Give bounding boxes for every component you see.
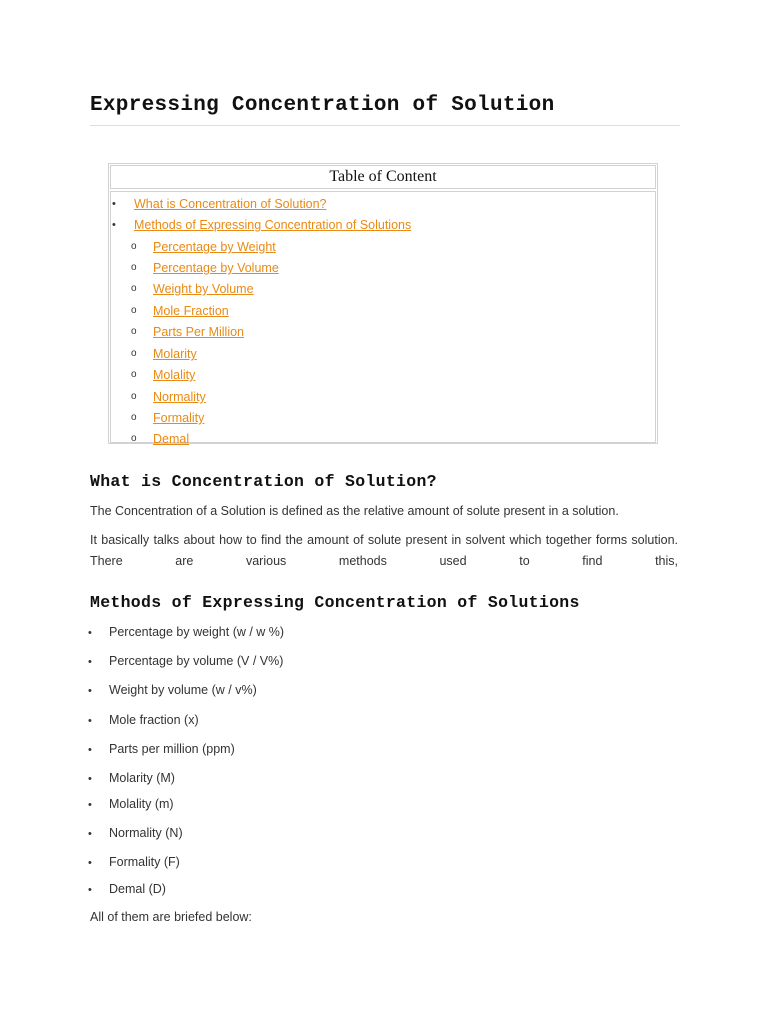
section-heading-methods: Methods of Expressing Concentration of Solutions bbox=[90, 593, 580, 612]
circle-bullet-icon: o bbox=[131, 412, 137, 423]
bullet-icon: • bbox=[88, 773, 92, 785]
table-of-contents bbox=[108, 163, 658, 444]
circle-bullet-icon: o bbox=[131, 391, 137, 402]
toc-link-mole-fraction[interactable]: Mole Fraction bbox=[153, 304, 229, 318]
closing-paragraph: All of them are briefed below: bbox=[90, 910, 252, 924]
toc-link-formality[interactable]: Formality bbox=[153, 411, 205, 425]
bullet-icon: • bbox=[88, 799, 92, 811]
list-item bbox=[88, 742, 235, 756]
bullet-icon: • bbox=[88, 656, 92, 668]
toc-link-weight-by-volume[interactable]: Weight by Volume bbox=[153, 282, 254, 296]
list-item bbox=[88, 683, 257, 697]
list-item bbox=[88, 771, 175, 785]
toc-link-normality[interactable]: Normality bbox=[153, 390, 206, 404]
circle-bullet-icon: o bbox=[131, 283, 137, 294]
list-item-label: Percentage by weight (w / w %) bbox=[109, 625, 285, 639]
list-item bbox=[88, 625, 284, 639]
toc-header: Table of Content bbox=[110, 165, 656, 189]
toc-link-what-is-concentration[interactable]: What is Concentration of Solution? bbox=[134, 197, 327, 211]
circle-bullet-icon: o bbox=[131, 369, 137, 380]
page-title: Expressing Concentration of Solution bbox=[90, 94, 680, 126]
bullet-icon: • bbox=[88, 744, 92, 756]
list-item bbox=[88, 797, 174, 811]
definition-paragraph: The Concentration of a Solution is defined as the relative amount of solute present in a solution. bbox=[90, 504, 619, 518]
toc-link-molarity[interactable]: Molarity bbox=[153, 347, 197, 361]
bullet-icon: • bbox=[88, 685, 92, 697]
circle-bullet-icon: o bbox=[131, 262, 137, 273]
list-item-label: Demal (D) bbox=[109, 882, 166, 896]
list-item-label: Percentage by volume (V / V%) bbox=[109, 654, 284, 668]
list-item-label: Normality (N) bbox=[109, 826, 183, 840]
methods-intro-paragraph: It basically talks about how to find the amount of solute present in solvent which together forms solution. There are various methods used to find this, bbox=[90, 533, 678, 568]
list-item bbox=[88, 882, 166, 896]
circle-bullet-icon: o bbox=[131, 305, 137, 316]
list-item-label: Molality (m) bbox=[109, 797, 174, 811]
toc-link-parts-per-million[interactable]: Parts Per Million bbox=[153, 325, 244, 339]
circle-bullet-icon: o bbox=[131, 348, 137, 359]
bullet-icon: • bbox=[88, 627, 92, 639]
circle-bullet-icon: o bbox=[131, 326, 137, 337]
list-item bbox=[88, 713, 199, 727]
list-item bbox=[88, 826, 183, 840]
bullet-icon: • bbox=[88, 715, 92, 727]
list-item-label: Molarity (M) bbox=[109, 771, 175, 785]
bullet-icon: • bbox=[88, 884, 92, 896]
list-item bbox=[88, 654, 283, 668]
toc-link-demal[interactable]: Demal bbox=[153, 432, 190, 446]
list-item-label: Weight by volume (w / v%) bbox=[109, 683, 257, 697]
list-item-label: Formality (F) bbox=[109, 855, 180, 869]
section-heading-what-is-concentration: What is Concentration of Solution? bbox=[90, 472, 437, 491]
toc-list bbox=[110, 191, 656, 446]
circle-bullet-icon: o bbox=[131, 241, 137, 252]
bullet-icon: • bbox=[88, 828, 92, 840]
circle-bullet-icon: o bbox=[131, 433, 137, 444]
bullet-icon: • bbox=[112, 219, 116, 231]
list-item-label: Parts per million (ppm) bbox=[109, 742, 235, 756]
toc-link-molality[interactable]: Molality bbox=[153, 368, 196, 382]
bullet-icon: • bbox=[88, 857, 92, 869]
bullet-icon: • bbox=[112, 198, 116, 210]
toc-link-percentage-by-weight[interactable]: Percentage by Weight bbox=[153, 240, 276, 254]
list-item-label: Mole fraction (x) bbox=[109, 713, 199, 727]
toc-link-methods[interactable]: Methods of Expressing Concentration of Solutions bbox=[134, 218, 412, 232]
list-item bbox=[88, 855, 180, 869]
toc-link-percentage-by-volume[interactable]: Percentage by Volume bbox=[153, 261, 279, 275]
